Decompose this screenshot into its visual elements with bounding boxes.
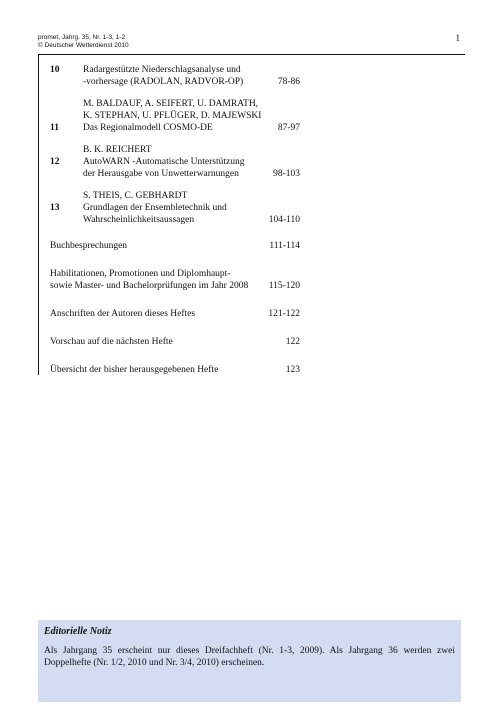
entry-authors: K. STEPHAN, U. PFLÜGER, D. MAJEWSKI: [83, 111, 262, 121]
toc-entry-book-reviews[interactable]: [50, 240, 302, 252]
note-title: Editorielle Notiz: [44, 626, 112, 637]
entry-number: 13: [50, 203, 60, 213]
entry-title-line: Buchbesprechungen: [50, 241, 128, 251]
entry-title-line: Übersicht der bisher herausgegebenen Hefte: [50, 365, 219, 375]
entry-title-line: Vorschau auf die nächsten Hefte: [50, 337, 173, 347]
entry-pages: 87-97: [277, 123, 300, 133]
copyright-line: © Deutscher Wetterdienst 2010: [38, 42, 129, 49]
entry-pages: 115-120: [268, 281, 300, 291]
entry-pages: 111-114: [269, 241, 300, 251]
journal-line: promet, Jahrg. 35, Nr. 1-3, 1-2: [38, 34, 126, 41]
entry-title-line: Habilitationen, Promotionen und Diplomhaupt-: [50, 269, 231, 279]
table-of-contents: [50, 64, 302, 387]
editorial-note: [38, 620, 461, 702]
entry-authors: S. THEIS, C. GEBHARDT: [83, 191, 188, 201]
toc-entry-11[interactable]: [50, 98, 302, 134]
toc-entry-overview[interactable]: [50, 364, 302, 376]
entry-title-line: AutoWARN -Automatische Unterstützung: [83, 157, 245, 167]
note-text: Als Jahrgang 35 erscheint nur dieses Dreifachheft (Nr. 1-3, 2009). Als Jahrgang 36 werden zwei Doppelhefte (Nr. 1/2, 2010 und Nr. 3/4, 2010) erscheinen.: [44, 646, 455, 668]
toc-entry-habilitations[interactable]: [50, 268, 302, 292]
entry-title-line: Wahrscheinlichkeitsaussagen: [83, 215, 195, 225]
toc-entry-authors-addresses[interactable]: [50, 308, 302, 320]
entry-pages: 121-122: [268, 309, 300, 319]
entry-authors: M. BALDAUF, A. SEIFERT, U. DAMRATH,: [83, 99, 259, 109]
entry-pages: 98-103: [273, 169, 300, 179]
toc-entry-preview[interactable]: [50, 336, 302, 348]
page-header: [38, 34, 129, 50]
header-rule: [38, 54, 465, 55]
entry-title-line: Anschriften der Autoren dieses Heftes: [50, 309, 196, 319]
entry-authors: B. K. REICHERT: [83, 145, 152, 155]
entry-title-line: der Herausgabe von Unwetterwarnungen: [83, 169, 239, 179]
entry-title-line: Radargestützte Niederschlagsanalyse und: [83, 65, 241, 75]
entry-number: 10: [50, 65, 60, 75]
entry-number: 11: [50, 123, 59, 133]
entry-pages: 122: [285, 337, 300, 347]
entry-pages: 123: [285, 365, 300, 375]
margin-rule: [38, 55, 39, 375]
entry-title-line: Das Regionalmodell COSMO-DE: [83, 123, 213, 133]
entry-title-line: sowie Master- und Bachelorprüfungen im Jahr 2008: [50, 281, 249, 291]
entry-pages: 78-86: [277, 77, 300, 87]
entry-title-line: -vorhersage (RADOLAN, RADVOR-OP): [83, 77, 244, 87]
toc-entry-12[interactable]: [50, 144, 302, 180]
page-number: 1: [455, 33, 460, 43]
entry-pages: 104-110: [268, 215, 300, 225]
toc-entry-13[interactable]: [50, 190, 302, 226]
toc-entry-10[interactable]: [50, 64, 302, 88]
entry-title-line: Grundlagen der Ensembletechnik und: [83, 203, 227, 213]
entry-number: 12: [50, 157, 60, 167]
